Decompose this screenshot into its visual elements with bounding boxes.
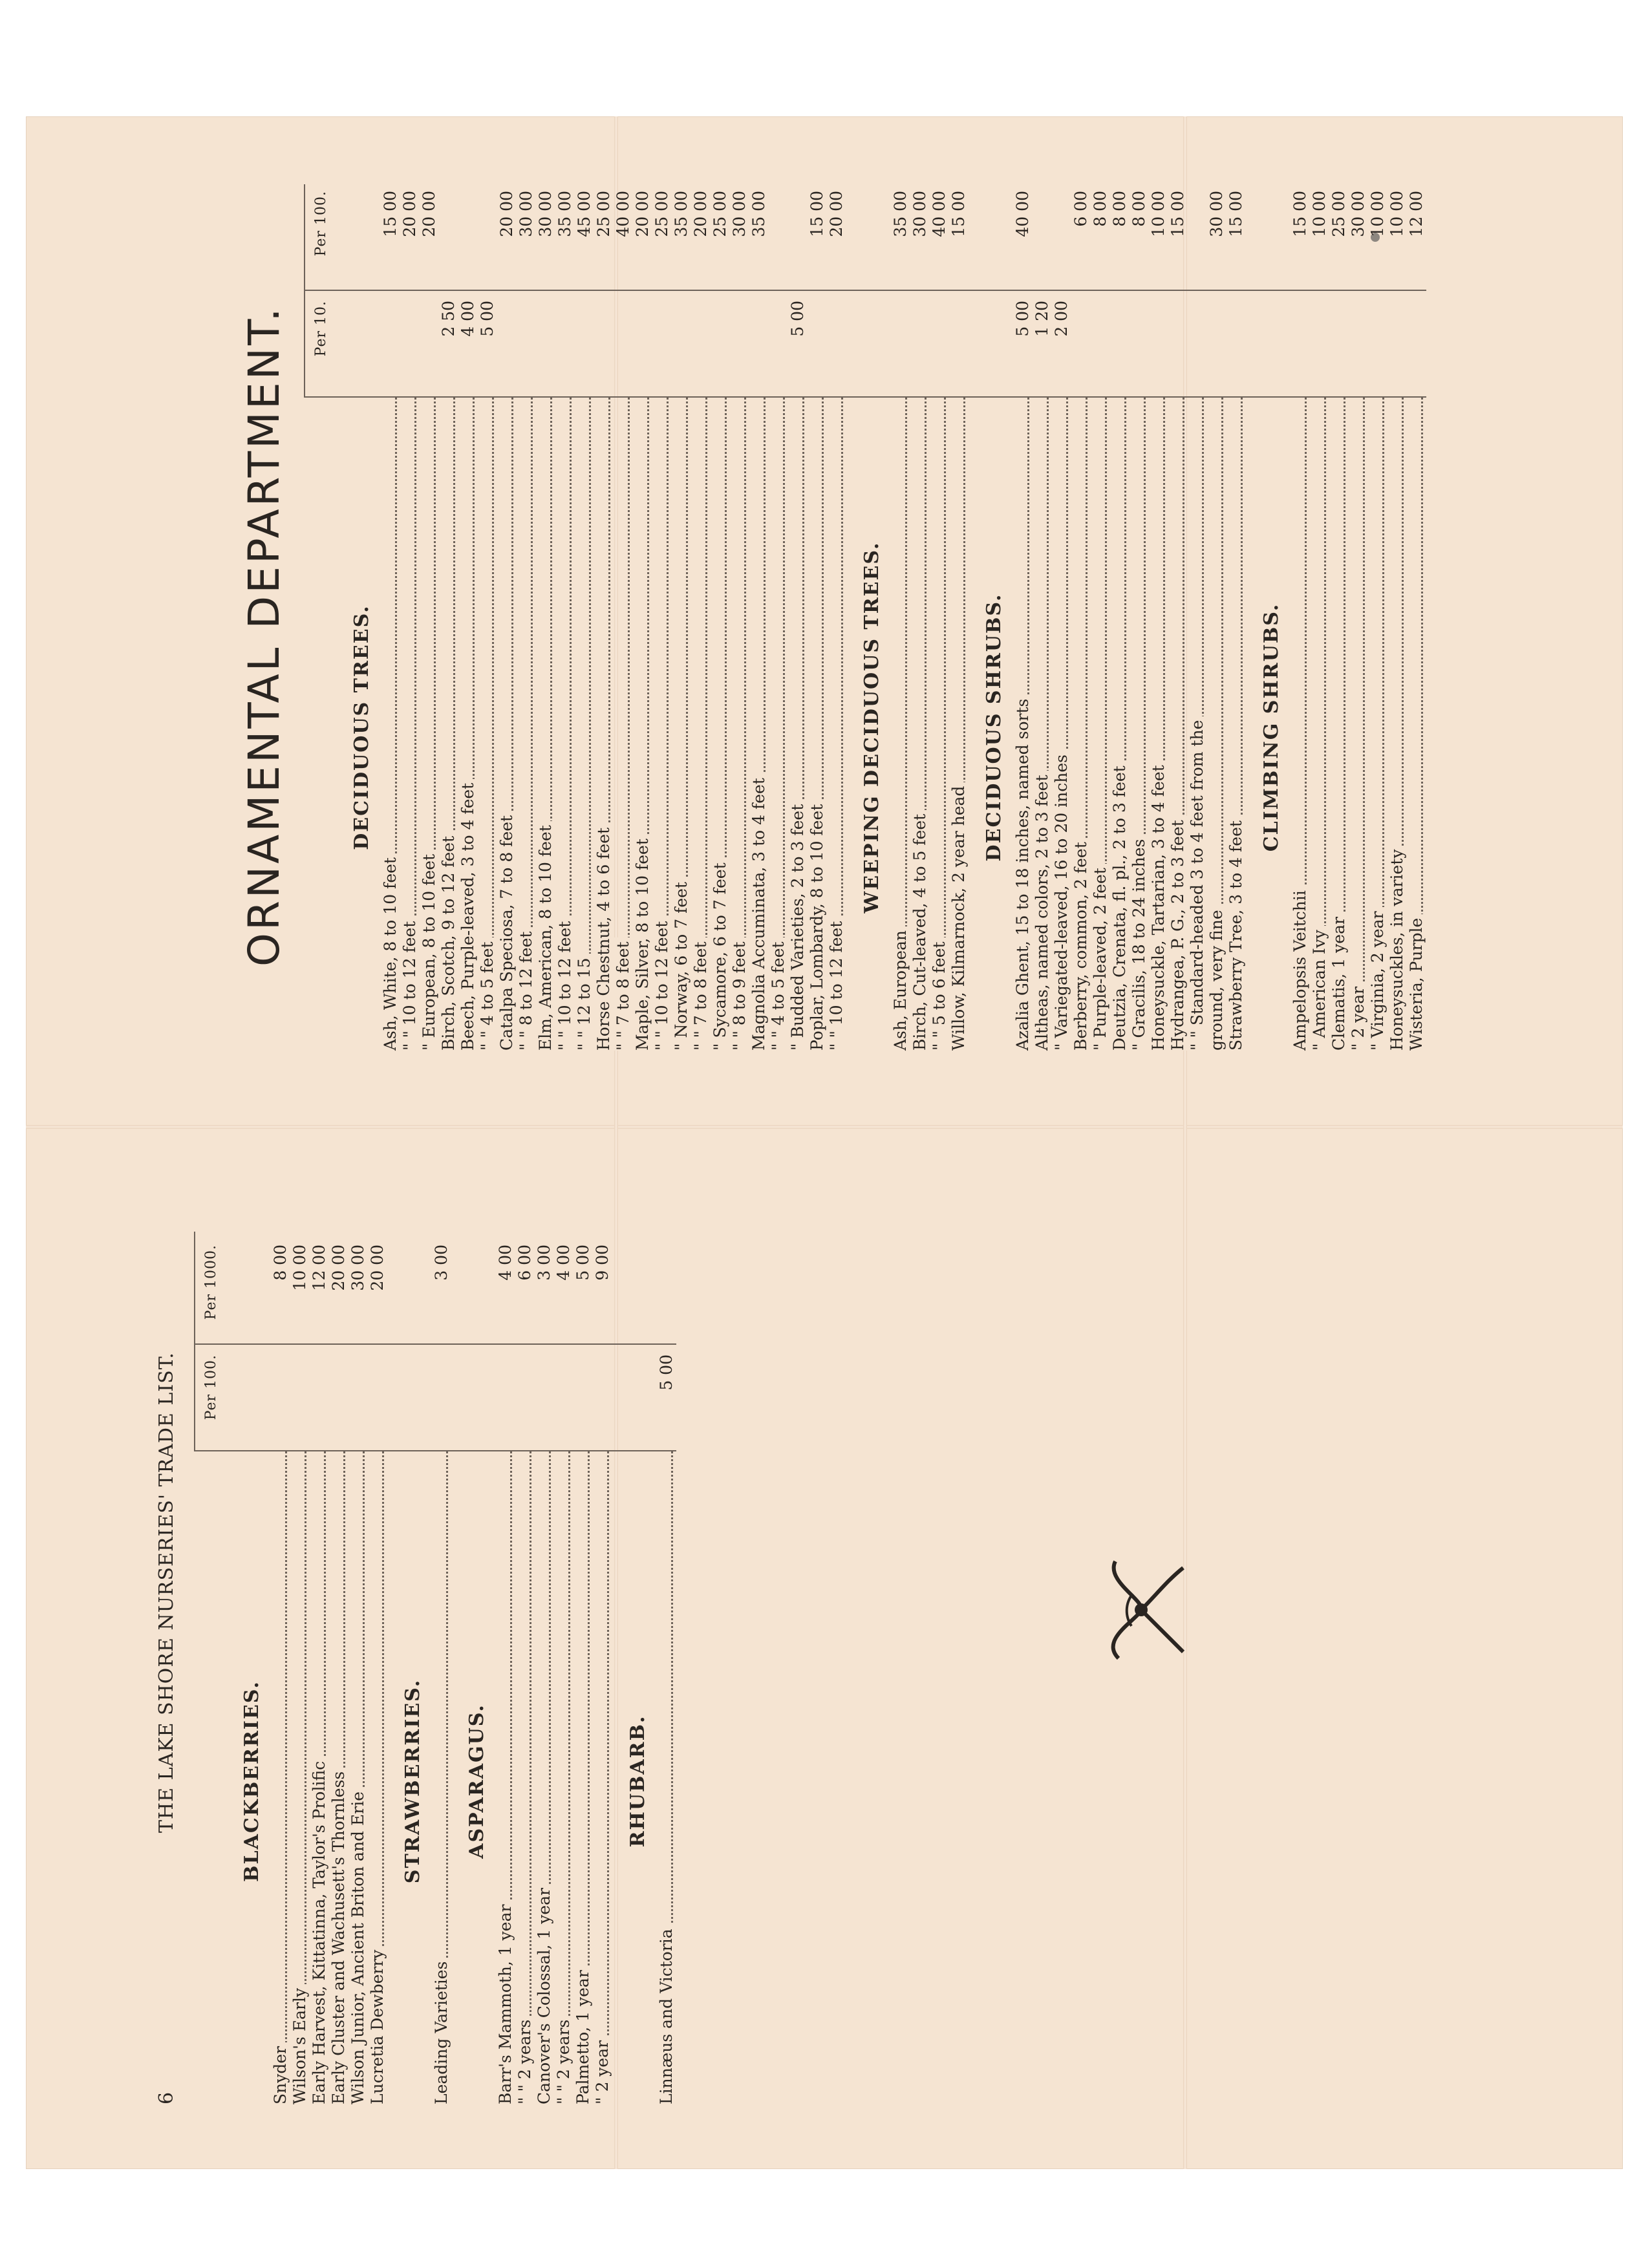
price-cell: 40 00 [614,191,632,237]
item-name: Linnæus and Victoria [657,1925,676,2104]
item-name: Lucretia Dewberry [368,1946,387,2104]
item-name: " American Ivy [1310,926,1329,1051]
price-cell: 40 00 [930,191,948,237]
item-name: " Sycamore, 6 to 7 feet [711,859,730,1051]
price-cell: 10 00 [1310,191,1329,237]
item-name: Wisteria, Purple [1407,914,1426,1051]
price-cell: 15 00 [381,191,400,237]
item-name: " Norway, 6 to 7 feet [672,878,691,1051]
list-item [368,1232,387,2104]
price-cell: 45 00 [575,191,594,237]
price-cell: 15 00 [808,191,826,237]
item-name: Early Cluster and Wachusett's Thornless [329,1768,348,2104]
paper-sheet [26,116,1623,2169]
item-name: Magnolia Accuminata, 3 to 4 feet [749,774,769,1051]
item-name: Horse Chestnut, 4 to 6 feet [594,824,614,1051]
price-cell: 6 00 [515,1245,534,1281]
price-cell: 10 00 [1388,191,1406,237]
price-cell: 5 00 [788,301,807,337]
item-name: Early Harvest, Kittatinna, Taylor's Prolific [310,1757,329,2104]
left-price-table [194,1232,676,2104]
item-name: " Purple-leaved, 2 feet [1091,864,1110,1051]
item-name: " " 2 years [515,2016,535,2104]
price-cell: 20 00 [497,191,516,237]
item-name: Ampelopsis Veitchii [1291,886,1310,1051]
section-heading: WEEPING DECIDUOUS TREES. [861,541,883,914]
item-name: Catalpa Speciosa, 7 to 8 feet [497,811,517,1051]
list-item [432,1232,451,2104]
item-name: " " 4 to 5 feet [478,937,497,1051]
price-cell: 35 00 [891,191,910,237]
price-cell: 9 00 [593,1245,612,1281]
item-name: Azalia Ghent, 15 to 18 inches, named sorts [1013,695,1033,1051]
price-cell: 3 00 [535,1245,553,1281]
price-cell: 2 50 [439,301,458,337]
section-heading: DECIDUOUS SHRUBS. [983,593,1005,862]
price-cell: 25 00 [711,191,729,237]
price-cell: 35 00 [672,191,691,237]
price-cell: 4 00 [554,1245,573,1281]
section-heading: DECIDUOUS TREES. [350,604,373,850]
price-cell: 4 00 [458,301,477,337]
item-name: Birch, Scotch, 9 to 12 feet [439,832,458,1051]
list-item [1227,184,1246,1051]
item-name: " " 10 to 12 feet [652,917,672,1051]
page-number: 6 [155,2091,178,2104]
item-name: Ash, European [891,926,910,1051]
price-cell: 20 00 [400,191,419,237]
item-name: " Virginia, 2 year [1368,907,1388,1051]
price-cell: 30 00 [1349,191,1367,237]
ornament-flourish-icon [1093,1555,1190,1665]
item-name: Hydrangea, P. G., 2 to 3 feet [1168,816,1188,1051]
item-name: Palmetto, 1 year [573,1966,593,2104]
price-cell: 8 00 [271,1245,290,1281]
price-cell: 15 00 [1227,191,1245,237]
price-cell: 30 00 [348,1245,367,1291]
item-name: " " 7 to 8 feet [614,937,633,1051]
price-cell: 30 00 [730,191,749,237]
item-name: Birch, Cut-leaved, 4 to 5 feet [910,810,930,1051]
item-name: " " 10 to 12 feet [400,917,420,1051]
list-item [949,184,969,1051]
item-name: Honeysuckle, Tartarian, 3 to 4 feet [1149,761,1168,1051]
item-name: " 2 year [1349,983,1368,1051]
price-cell: 12 00 [1407,191,1426,237]
price-cell: 30 00 [1207,191,1226,237]
list-item [593,1232,612,2104]
item-name: Canover's Colossal, 1 year [535,1884,554,2104]
department-title: ORNAMENTAL DEPARTMENT. [239,305,289,967]
table-rule [194,1232,195,1451]
section-heading: BLACKBERRIES. [241,1680,263,1882]
price-cell: 15 00 [1291,191,1309,237]
page-header [155,1232,188,2104]
column-headers [194,1232,226,2104]
item-name: Wilson's Early [290,1984,310,2104]
price-cell: 35 00 [555,191,574,237]
item-name: ground, very fine [1207,906,1227,1051]
price-cell: 3 00 [432,1245,451,1281]
rotated-page-content [26,116,1623,2169]
item-name: Snyder [271,2042,290,2104]
price-cell: 30 00 [536,191,555,237]
item-name: Strawberry Tree, 3 to 4 feet [1227,817,1246,1051]
column-header: Per 1000. [203,1245,219,1320]
price-cell: 8 00 [1091,191,1109,227]
item-name: Leading Varieties [432,1958,451,2104]
price-cell: 25 00 [594,191,613,237]
price-cell: 20 00 [329,1245,348,1291]
item-name: Elm, American, 8 to 10 feet [536,821,555,1051]
item-name: " " 10 to 12 feet [827,917,846,1051]
column-header: Per 100. [203,1354,219,1420]
column-headers [304,184,336,1051]
price-cell: 20 00 [633,191,652,237]
list-item [1407,184,1426,1051]
item-name: " " 2 years [554,2016,573,2104]
item-name: " " 5 to 6 feet [930,937,949,1051]
item-name: Clematis, 1 year [1329,913,1349,1051]
price-cell: 20 00 [368,1245,387,1291]
right-page [26,139,1623,1096]
right-price-table [304,184,1426,1051]
table-rule [304,184,305,398]
item-name: Maple, Silver, 8 to 10 feet [633,835,652,1051]
item-name: " Variegated-leaved, 16 to 20 inches [1052,751,1071,1051]
price-cell: 5 00 [657,1354,676,1391]
section-heading: RHUBARB. [627,1715,649,1848]
price-cell: 8 00 [1130,191,1148,227]
price-cell: 1 20 [1033,301,1051,337]
price-cell: 30 00 [910,191,929,237]
price-cell: 4 00 [496,1245,515,1281]
item-name: " Gracilis, 18 to 24 inches [1130,835,1149,1051]
column-header: Per 10. [313,301,329,357]
price-cell: 5 00 [573,1245,592,1281]
price-cell: 20 00 [420,191,438,237]
item-name: Poplar, Lombardy, 8 to 10 feet [808,800,827,1051]
item-name: " " 12 to 15 [575,954,594,1051]
item-name: " " 4 to 5 feet [769,937,788,1051]
left-page [26,1193,1623,2143]
item-name: Wilson Junior, Ancient Briton and Erie [348,1788,368,2104]
price-cell: 5 00 [478,301,497,337]
price-cell: 10 00 [1368,191,1387,237]
item-name: " 2 year [593,2037,612,2104]
price-cell: 40 00 [1013,191,1032,237]
price-cell: 6 00 [1071,191,1090,227]
price-cell: 8 00 [1110,191,1129,227]
dot-leader [266,1451,287,2104]
item-name: Berberry, common, 2 feet [1071,838,1091,1051]
price-cell: 35 00 [749,191,768,237]
item-name: " " 8 to 12 feet [517,928,536,1051]
column-divider [304,290,1426,291]
price-cell: 15 00 [949,191,968,237]
item-name: Beech, Purple-leaved, 3 to 4 feet [458,779,478,1051]
item-name: " European, 8 to 10 feet [420,850,439,1051]
list-item [827,184,846,1051]
price-cell: 25 00 [652,191,671,237]
page-header-title: THE LAKE SHORE NURSERIES' TRADE LIST. [155,1352,178,1833]
price-cell: 2 00 [1052,301,1071,337]
price-cell: 20 00 [691,191,710,237]
item-name: " " 10 to 12 feet [555,917,575,1051]
price-cell: 25 00 [1329,191,1348,237]
price-cell: 10 00 [290,1245,309,1291]
item-name: " " Standard-headed 3 to 4 feet from the [1188,716,1207,1051]
item-name: Barr's Mammoth, 1 year [496,1901,515,2104]
item-name: Willow, Kilmarnock, 2 year head [949,782,969,1051]
price-cell: 30 00 [517,191,535,237]
section-heading: CLIMBING SHRUBS. [1260,603,1283,852]
section-heading: ASPARAGUS. [466,1704,488,1859]
item-name: Deutzia, Crenata, fl. pl., 2 to 3 feet [1110,762,1130,1051]
price-cell: 15 00 [1168,191,1187,237]
price-cell: 20 00 [827,191,846,237]
item-name: " " 7 to 8 feet [691,937,711,1051]
section-heading: STRAWBERRIES. [402,1678,424,1884]
price-cell: 5 00 [1013,301,1032,337]
column-divider [194,1343,676,1345]
list-item [657,1232,676,2104]
column-header: Per 100. [313,191,329,257]
price-cell: 12 00 [310,1245,328,1291]
item-name: " " 8 to 9 feet [730,937,749,1051]
item-name: " Budded Varieties, 2 to 3 feet [788,800,808,1051]
item-name: Ash, White, 8 to 10 feet [381,853,400,1051]
price-cell: 10 00 [1149,191,1168,237]
item-name: Honeysuckles, in variety [1388,846,1407,1051]
item-name: Altheas, named colors, 2 to 3 feet [1033,771,1052,1051]
